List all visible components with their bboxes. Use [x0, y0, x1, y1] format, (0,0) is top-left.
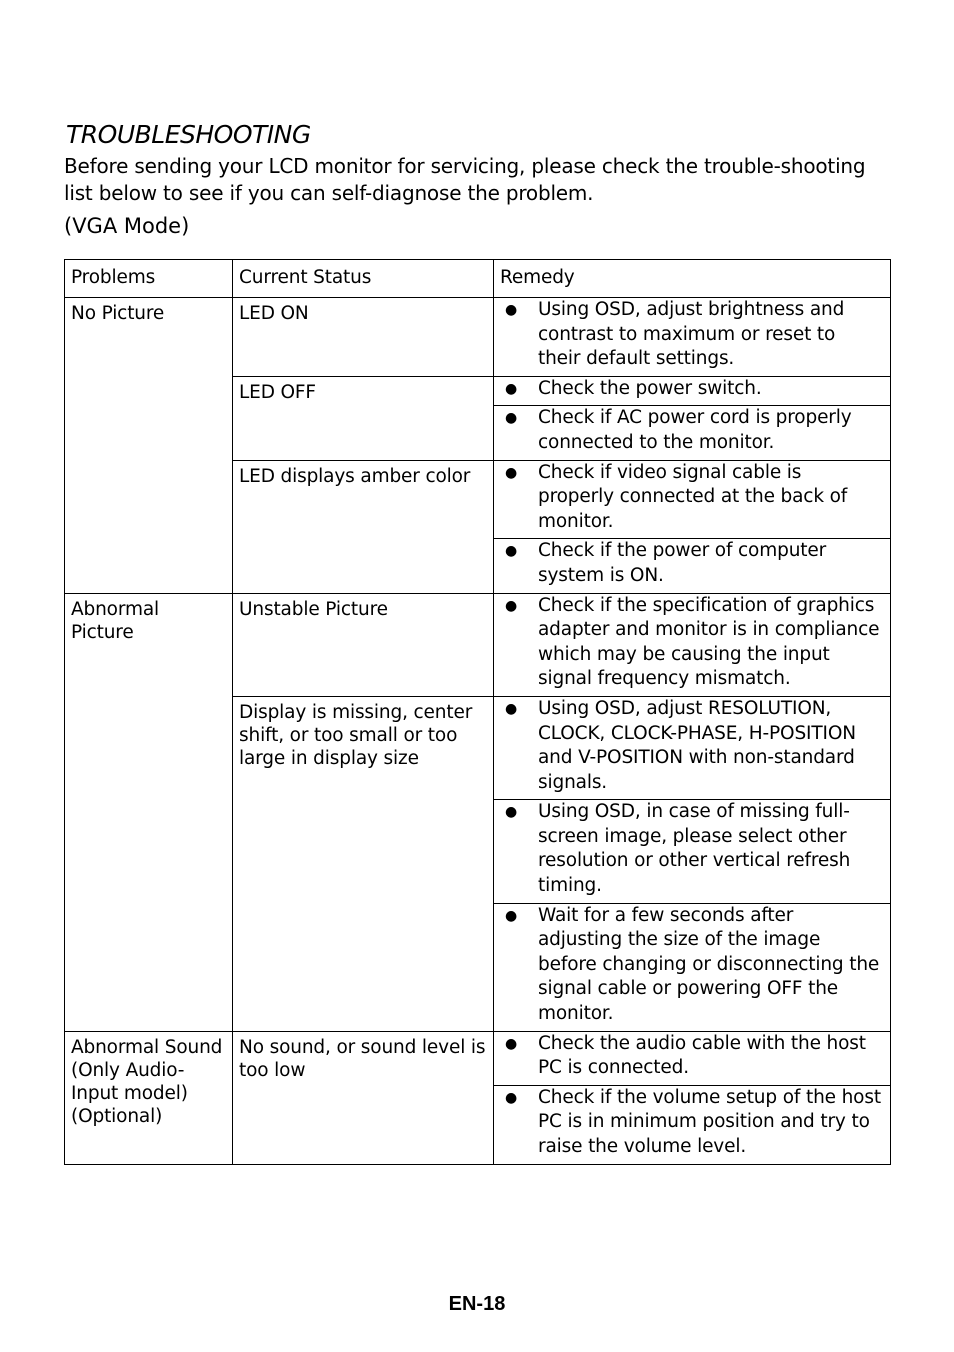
- bullet-icon: ●: [505, 410, 518, 427]
- remedy-cell: [494, 1085, 891, 1164]
- bullet-icon: ●: [505, 380, 518, 397]
- bullet-icon: ●: [505, 1089, 518, 1106]
- troubleshooting-table: [64, 259, 891, 1165]
- remedy-cell: [494, 539, 891, 593]
- remedy-text: Check the power switch.: [538, 377, 762, 399]
- status-cell: LED ON: [233, 298, 494, 377]
- remedy-cell: [494, 903, 891, 1031]
- table-row: [65, 1031, 891, 1085]
- table-row: [65, 593, 891, 696]
- bullet-icon: ●: [505, 907, 518, 924]
- remedy-cell: [494, 406, 891, 460]
- status-cell: LED OFF: [233, 376, 494, 460]
- status-cell: Display is missing, center shift, or too small or too large in display size: [233, 696, 494, 1031]
- mode-label: (VGA Mode): [64, 214, 190, 238]
- status-cell: Unstable Picture: [233, 593, 494, 696]
- remedy-text: Check if the volume setup of the host PC is in minimum position and try to raise the volume level.: [538, 1086, 881, 1157]
- remedy-text: Using OSD, in case of missing full-screen image, please select other resolution or other vertical refresh timing.: [538, 801, 851, 897]
- header-problems: Problems: [65, 260, 233, 298]
- remedy-text: Check if the power of computer system is ON.: [538, 540, 827, 586]
- header-remedy: Remedy: [494, 260, 891, 298]
- remedy-cell: [494, 696, 891, 799]
- remedy-text: Check if video signal cable is properly connected at the back of monitor.: [538, 461, 848, 532]
- bullet-icon: ●: [505, 597, 518, 614]
- remedy-text: Check if the specification of graphics adapter and monitor is in compliance which may be causing the input signal frequency mismatch.: [538, 594, 880, 690]
- status-cell: LED displays amber color: [233, 460, 494, 593]
- remedy-cell: [494, 1031, 891, 1085]
- bullet-icon: ●: [505, 464, 518, 481]
- bullet-icon: ●: [505, 302, 518, 318]
- bullet-icon: ●: [505, 543, 518, 560]
- table-header-row: [65, 260, 891, 298]
- remedy-text: Check the audio cable with the host PC is connected.: [538, 1032, 866, 1079]
- remedy-cell: [494, 376, 891, 406]
- remedy-cell: [494, 800, 891, 903]
- header-current-status: Current Status: [233, 260, 494, 298]
- remedy-text: Check if AC power cord is properly connected to the monitor.: [538, 407, 852, 453]
- remedy-cell: [494, 593, 891, 696]
- problem-cell: Abnormal Sound (Only Audio-Input model) (Optional): [65, 1031, 233, 1164]
- bullet-icon: ●: [505, 804, 518, 821]
- bullet-icon: ●: [505, 700, 518, 717]
- status-cell: No sound, or sound level is too low: [233, 1031, 494, 1164]
- problem-cell: No Picture: [65, 298, 233, 594]
- remedy-text: Using OSD, adjust brightness and contrast to maximum or reset to their default settings.: [538, 299, 845, 370]
- page-number: EN-18: [448, 1293, 506, 1315]
- problem-cell: Abnormal Picture: [65, 593, 233, 1031]
- table-row: [65, 298, 891, 377]
- intro-paragraph: Before sending your LCD monitor for servicing, please check the trouble-shooting list below to see if you can self-diagnose the problem.: [64, 154, 866, 205]
- remedy-cell: [494, 298, 891, 377]
- remedy-text: Using OSD, adjust RESOLUTION, CLOCK, CLOCK-PHASE, H-POSITION and V-POSITION with non-standard signals.: [538, 697, 856, 793]
- page-title: TROUBLESHOOTING: [66, 120, 311, 149]
- remedy-cell: [494, 460, 891, 539]
- bullet-icon: ●: [505, 1035, 518, 1052]
- remedy-text: Wait for a few seconds after adjusting the size of the image before changing or disconnecting the signal cable or powering OFF the monitor.: [538, 904, 880, 1025]
